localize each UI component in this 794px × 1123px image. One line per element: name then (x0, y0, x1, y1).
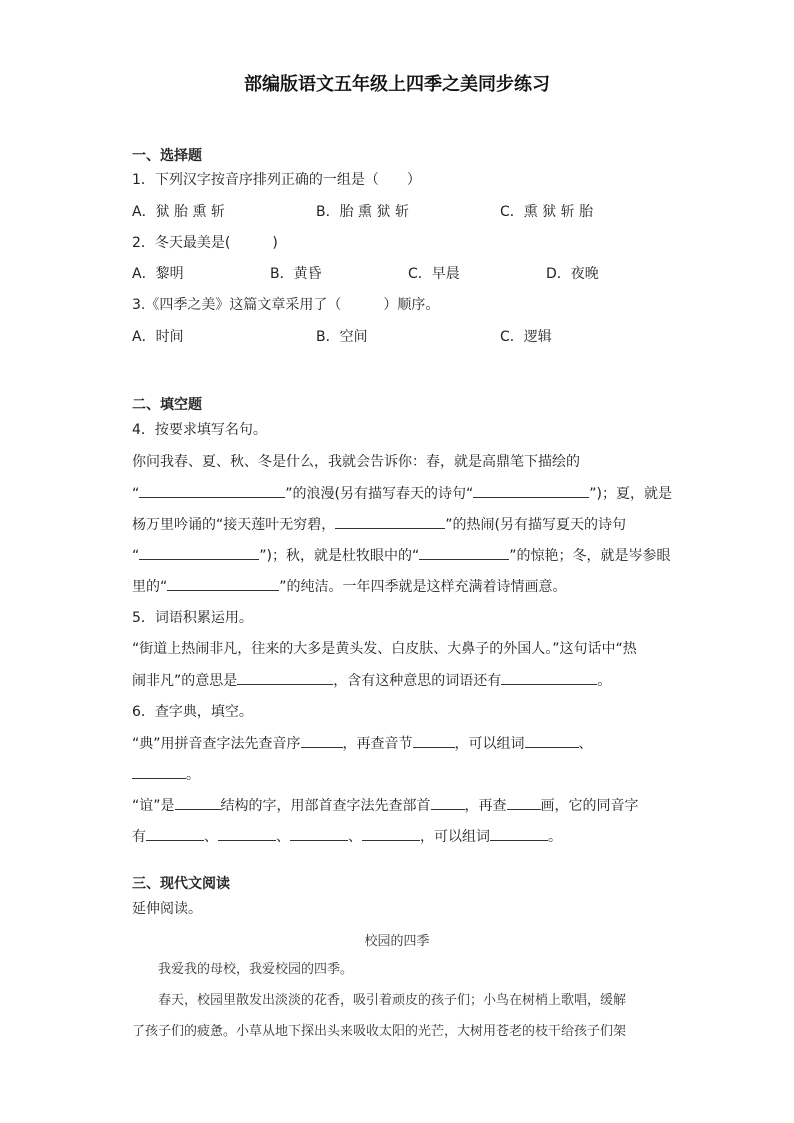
question-3-option-a: A．时间 (132, 329, 184, 345)
question-4-line-3: 杨万里吟诵的“接天莲叶无穷碧， ”的热闹(另有描写夏天的诗句 (132, 514, 626, 535)
question-2-option-c: C．早晨 (408, 266, 460, 282)
question-2-option-d: D．夜晚 (546, 266, 599, 282)
question-4-line-4: “ ”)；秋，就是杜牧眼中的“ ”的惊艳；冬，就是岑参眼 (132, 545, 671, 566)
question-1-option-c: C．熏 狱 斩 胎 (500, 204, 594, 220)
answer-blank[interactable] (237, 670, 333, 685)
answer-blank[interactable] (139, 545, 259, 560)
section-heading-fill: 二、填空题 (132, 397, 202, 413)
answer-blank[interactable] (335, 514, 445, 529)
question-5-line-2: 闹非凡”的意思是 ，含有这种意思的词语还有 。 (132, 670, 611, 691)
answer-blank[interactable] (218, 826, 276, 841)
essay-paragraph-2-line-2: 了孩子们的疲惫。小草从地下探出头来吸收太阳的光芒，大树用苍老的枝干给孩子们架 (132, 1024, 627, 1039)
question-6-line-1: “典”用拼音查字法先查音序 ，再查音节 ，可以组词 、 (132, 733, 593, 754)
question-2-option-b: B．黄昏 (270, 266, 322, 282)
question-6-line-2: 。 (132, 764, 200, 785)
question-1-option-b: B．胎 熏 狱 斩 (316, 204, 409, 220)
section-heading-choice: 一、选择题 (132, 148, 202, 164)
question-4-line-1: 你问我春、夏、秋、冬是什么，我就会告诉你：春，就是高鼎笔下描绘的 (132, 454, 580, 470)
question-4-stem: 4．按要求填写名句。 (132, 422, 267, 438)
question-5-line-1: “街道上热闹非凡，往来的大多是黄头发、白皮肤、大鼻子的外国人。”这句话中“热 (132, 641, 637, 657)
question-6-line-3: “谊”是 结构的字，用部首查字法先查部首 ，再查 画，它的同音字 (132, 795, 639, 816)
question-1-stem: 1．下列汉字按音序排列正确的一组是（ ） (132, 172, 421, 188)
answer-blank[interactable] (290, 826, 348, 841)
answer-blank[interactable] (301, 733, 343, 748)
answer-blank[interactable] (175, 795, 221, 810)
question-2-option-a: A．黎明 (132, 266, 184, 282)
answer-blank[interactable] (501, 670, 597, 685)
answer-blank[interactable] (507, 795, 541, 810)
question-1-option-a: A．狱 胎 熏 斩 (132, 204, 225, 220)
question-3-option-c: C．逻辑 (500, 329, 552, 345)
answer-blank[interactable] (139, 483, 285, 498)
question-6-stem: 6．查字典，填空。 (132, 704, 253, 720)
reading-intro: 延伸阅读。 (132, 901, 202, 917)
answer-blank[interactable] (132, 764, 186, 779)
answer-blank[interactable] (362, 826, 420, 841)
question-4-line-5: 里的“ ”的纯洁。一年四季就是这样充满着诗情画意。 (132, 576, 567, 597)
answer-blank[interactable] (419, 545, 509, 560)
answer-blank[interactable] (473, 483, 589, 498)
question-3-option-b: B．空间 (316, 329, 368, 345)
essay-title: 校园的四季 (364, 934, 430, 949)
answer-blank[interactable] (167, 576, 279, 591)
essay-paragraph-1: 我爱我的母校，我爱校园的四季。 (158, 962, 354, 977)
answer-blank[interactable] (431, 795, 465, 810)
essay-paragraph-2-line-1: 春天，校园里散发出淡淡的花香，吸引着顽皮的孩子们；小鸟在树梢上歌唱，缓解 (158, 993, 627, 1008)
question-2-stem: 2．冬天最美是( ) (132, 235, 278, 251)
answer-blank[interactable] (490, 826, 548, 841)
answer-blank[interactable] (413, 733, 455, 748)
answer-blank[interactable] (146, 826, 204, 841)
question-5-stem: 5．词语积累运用。 (132, 610, 253, 626)
question-3-stem: 3.《四季之美》这篇文章采用了（ ）顺序。 (132, 297, 440, 313)
answer-blank[interactable] (525, 733, 579, 748)
question-6-line-4: 有 、 、 、 ，可以组词 。 (132, 826, 562, 847)
section-heading-reading: 三、现代文阅读 (132, 876, 230, 892)
page-title: 部编版语文五年级上四季之美同步练习 (244, 74, 550, 95)
question-4-line-2: “ ”的浪漫(另有描写春天的诗句“ ”)；夏，就是 (132, 483, 672, 504)
